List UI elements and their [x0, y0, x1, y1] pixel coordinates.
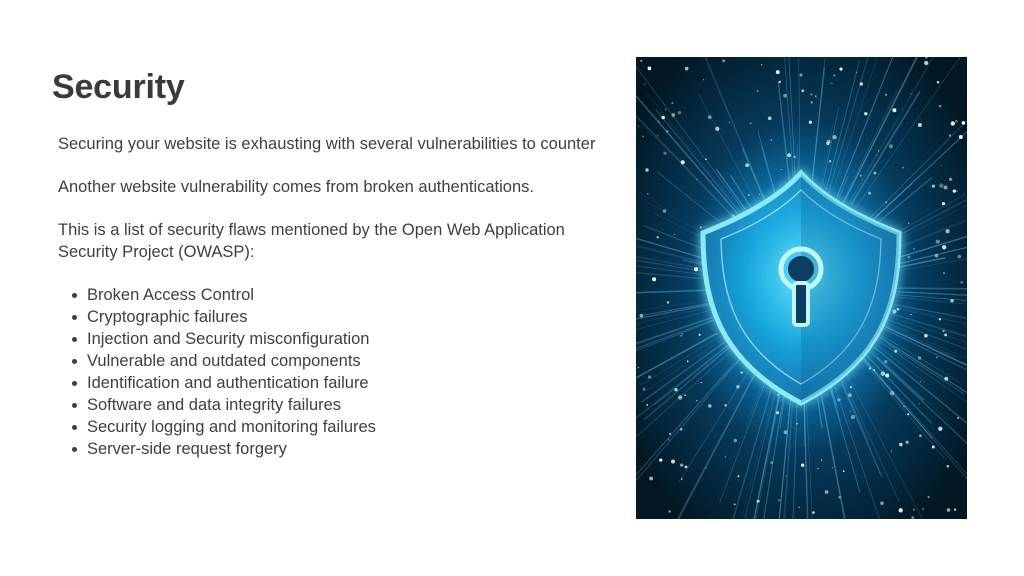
star-dot — [918, 123, 922, 127]
star-dot — [899, 508, 903, 512]
star-dot — [932, 184, 935, 187]
star-dot — [700, 226, 702, 228]
star-dot — [899, 443, 903, 447]
star-dot — [897, 308, 900, 311]
star-dot — [910, 93, 911, 94]
star-dot — [881, 372, 885, 376]
star-dot — [722, 59, 725, 62]
star-dot — [878, 150, 879, 151]
star-dot — [684, 394, 686, 396]
star-dot — [681, 333, 683, 335]
star-dot — [827, 140, 831, 144]
star-dot — [839, 68, 842, 71]
star-dot — [937, 81, 939, 83]
star-dot — [880, 501, 883, 504]
star-dot — [958, 255, 962, 259]
star-dot — [876, 154, 877, 155]
star-dot — [949, 178, 952, 181]
list-item: Broken Access Control — [87, 284, 608, 306]
star-dot — [779, 81, 781, 83]
star-dot — [771, 139, 773, 141]
star-dot — [667, 301, 670, 304]
star-dot — [833, 135, 837, 139]
slide-body — [58, 133, 608, 460]
security-flaws-list — [58, 284, 608, 460]
star-dot — [696, 400, 697, 401]
star-dot — [942, 202, 945, 205]
star-dot — [706, 467, 707, 468]
star-dot — [829, 160, 831, 162]
star-dot — [850, 411, 851, 412]
star-dot — [748, 194, 750, 196]
star-dot — [837, 398, 840, 401]
star-dot — [943, 272, 945, 274]
star-dot — [745, 163, 749, 167]
star-dot — [761, 64, 762, 65]
star-dot — [850, 386, 852, 388]
security-shield-image — [636, 57, 967, 519]
star-dot — [860, 82, 863, 85]
list-item: Software and data integrity failures — [87, 394, 608, 416]
star-dot — [942, 245, 946, 249]
star-dot — [681, 160, 685, 164]
star-dot — [757, 90, 759, 92]
star-dot — [699, 334, 701, 336]
star-dot — [715, 127, 719, 131]
star-dot — [793, 156, 795, 158]
star-dot — [939, 105, 942, 108]
star-dot — [939, 184, 943, 188]
star-dot — [885, 94, 887, 96]
star-dot — [663, 209, 667, 213]
star-dot — [938, 427, 942, 431]
star-dot — [661, 116, 665, 120]
star-dot — [669, 433, 671, 435]
star-dot — [950, 299, 953, 302]
star-dot — [869, 367, 871, 369]
star-dot — [924, 61, 928, 65]
star-dot — [809, 121, 812, 124]
star-dot — [668, 510, 670, 512]
star-dot — [644, 84, 645, 85]
star-dot — [884, 360, 887, 363]
star-dot — [648, 375, 651, 378]
star-dot — [944, 333, 947, 336]
star-dot — [787, 153, 791, 157]
star-dot — [671, 113, 675, 117]
star-dot — [936, 240, 940, 244]
star-dot — [659, 458, 662, 461]
star-dot — [705, 158, 707, 160]
star-dot — [680, 463, 683, 466]
star-dot — [685, 67, 689, 71]
star-dot — [770, 461, 773, 464]
star-dot — [815, 95, 817, 97]
list-item: Injection and Security misconfiguration — [87, 328, 608, 350]
star-dot — [939, 318, 941, 320]
star-dot — [750, 122, 752, 124]
star-dot — [955, 120, 958, 123]
star-dot — [694, 267, 698, 271]
star-dot — [796, 423, 798, 425]
star-dot — [892, 108, 896, 112]
star-dot — [831, 83, 832, 84]
star-dot — [962, 121, 966, 125]
star-dot — [907, 256, 910, 259]
star-dot — [665, 109, 666, 110]
star-dot — [708, 115, 712, 119]
star-dot — [801, 89, 804, 92]
star-dot — [889, 144, 893, 148]
star-dot — [907, 413, 909, 415]
star-dot — [903, 406, 904, 407]
star-dot — [781, 169, 782, 170]
star-dot — [649, 477, 653, 481]
star-dot — [725, 456, 726, 457]
star-dot — [681, 478, 683, 480]
star-dot — [652, 277, 656, 281]
star-dot — [680, 428, 683, 431]
authentication-paragraph: Another website vulnerability comes from broken authentications. — [58, 178, 534, 196]
star-dot — [678, 111, 681, 114]
list-item: Cryptographic failures — [87, 306, 608, 328]
list-item: Server-side request forgery — [87, 438, 608, 460]
star-dot — [942, 330, 944, 332]
star-dot — [680, 335, 682, 337]
star-dot — [821, 460, 822, 461]
star-dot — [671, 459, 675, 463]
star-dot — [825, 490, 829, 494]
star-dot — [810, 93, 812, 95]
shield-keyhole-icon — [636, 57, 967, 519]
star-dot — [949, 134, 951, 136]
star-dot — [670, 310, 671, 311]
star-dot — [941, 165, 942, 166]
star-dot — [657, 135, 658, 136]
star-dot — [957, 417, 959, 419]
star-dot — [947, 508, 951, 512]
star-dot — [851, 415, 855, 419]
star-dot — [833, 74, 835, 76]
star-dot — [951, 121, 955, 125]
star-dot — [817, 468, 818, 469]
star-dot — [736, 385, 740, 389]
star-dot — [892, 309, 896, 313]
star-dot — [832, 467, 833, 468]
star-dot — [734, 503, 736, 505]
list-item: Vulnerable and outdated components — [87, 350, 608, 372]
star-dot — [640, 60, 642, 62]
star-dot — [734, 439, 737, 442]
star-dot — [784, 430, 788, 434]
star-dot — [890, 391, 894, 395]
slide-title: Security — [52, 68, 185, 106]
star-dot — [786, 475, 787, 476]
star-dot — [927, 496, 929, 498]
star-dot — [703, 79, 704, 80]
star-dot — [799, 73, 802, 76]
star-dot — [919, 434, 922, 437]
star-dot — [783, 94, 787, 98]
star-dot — [954, 509, 956, 511]
star-dot — [645, 168, 649, 172]
star-dot — [671, 102, 673, 104]
star-dot — [947, 465, 950, 468]
star-dot — [768, 116, 772, 120]
list-item: Identification and authentication failure — [87, 372, 608, 394]
star-dot — [932, 446, 935, 449]
star-dot — [913, 509, 915, 511]
star-dot — [918, 356, 922, 360]
star-dot — [913, 248, 915, 250]
star-dot — [873, 172, 876, 175]
star-dot — [778, 500, 779, 501]
star-dot — [668, 439, 669, 440]
star-dot — [646, 404, 648, 406]
star-dot — [798, 507, 799, 508]
star-dot — [920, 381, 921, 382]
star-dot — [953, 190, 956, 193]
star-dot — [894, 350, 897, 353]
star-dot — [656, 236, 659, 239]
star-dot — [936, 356, 938, 358]
star-dot — [935, 254, 939, 258]
star-dot — [674, 234, 676, 236]
star-dot — [706, 362, 707, 363]
star-dot — [848, 393, 852, 397]
star-dot — [724, 404, 727, 407]
star-dot — [708, 404, 712, 408]
star-dot — [856, 72, 857, 73]
star-dot — [638, 126, 639, 127]
star-dot — [944, 377, 948, 381]
star-dot — [777, 394, 779, 396]
star-dot — [960, 281, 963, 284]
star-dot — [640, 314, 644, 318]
star-dot — [910, 314, 911, 315]
star-dot — [922, 508, 924, 510]
star-dot — [946, 229, 950, 233]
intro-paragraph: Securing your website is exhausting with several vulnerabilities to counter — [58, 135, 596, 153]
star-dot — [696, 179, 697, 180]
star-dot — [838, 496, 840, 498]
star-dot — [666, 130, 669, 133]
star-dot — [776, 70, 780, 74]
star-dot — [956, 190, 957, 191]
star-dot — [642, 136, 643, 137]
star-dot — [868, 192, 871, 195]
star-dot — [737, 475, 739, 477]
star-dot — [944, 186, 948, 190]
star-dot — [647, 193, 648, 194]
star-dot — [891, 450, 892, 451]
star-dot — [776, 411, 779, 414]
star-dot — [903, 167, 904, 168]
star-dot — [687, 360, 689, 362]
owasp-paragraph: This is a list of security flaws mentioned by the Open Web Application Security Project (OWASP): — [58, 221, 565, 261]
star-dot — [860, 175, 862, 177]
star-dot — [642, 388, 645, 391]
list-item: Security logging and monitoring failures — [87, 416, 608, 438]
star-dot — [810, 101, 813, 104]
star-dot — [801, 464, 804, 467]
star-dot — [864, 112, 867, 115]
star-dot — [678, 395, 682, 399]
star-dot — [701, 382, 702, 383]
star-dot — [759, 194, 760, 195]
star-dot — [905, 441, 908, 444]
star-dot — [924, 334, 927, 337]
star-dot — [741, 371, 743, 373]
star-dot — [885, 202, 886, 203]
star-dot — [729, 122, 730, 123]
star-dot — [812, 511, 815, 514]
star-dot — [959, 135, 963, 139]
star-dot — [843, 470, 845, 472]
star-dot — [658, 121, 660, 123]
star-dot — [685, 465, 688, 468]
star-dot — [674, 388, 677, 391]
star-dot — [919, 403, 920, 404]
star-dot — [638, 367, 639, 368]
star-dot — [648, 67, 652, 71]
star-dot — [663, 152, 666, 155]
star-dot — [873, 369, 875, 371]
star-dot — [908, 222, 909, 223]
star-dot — [757, 500, 760, 503]
star-dot — [885, 374, 889, 378]
